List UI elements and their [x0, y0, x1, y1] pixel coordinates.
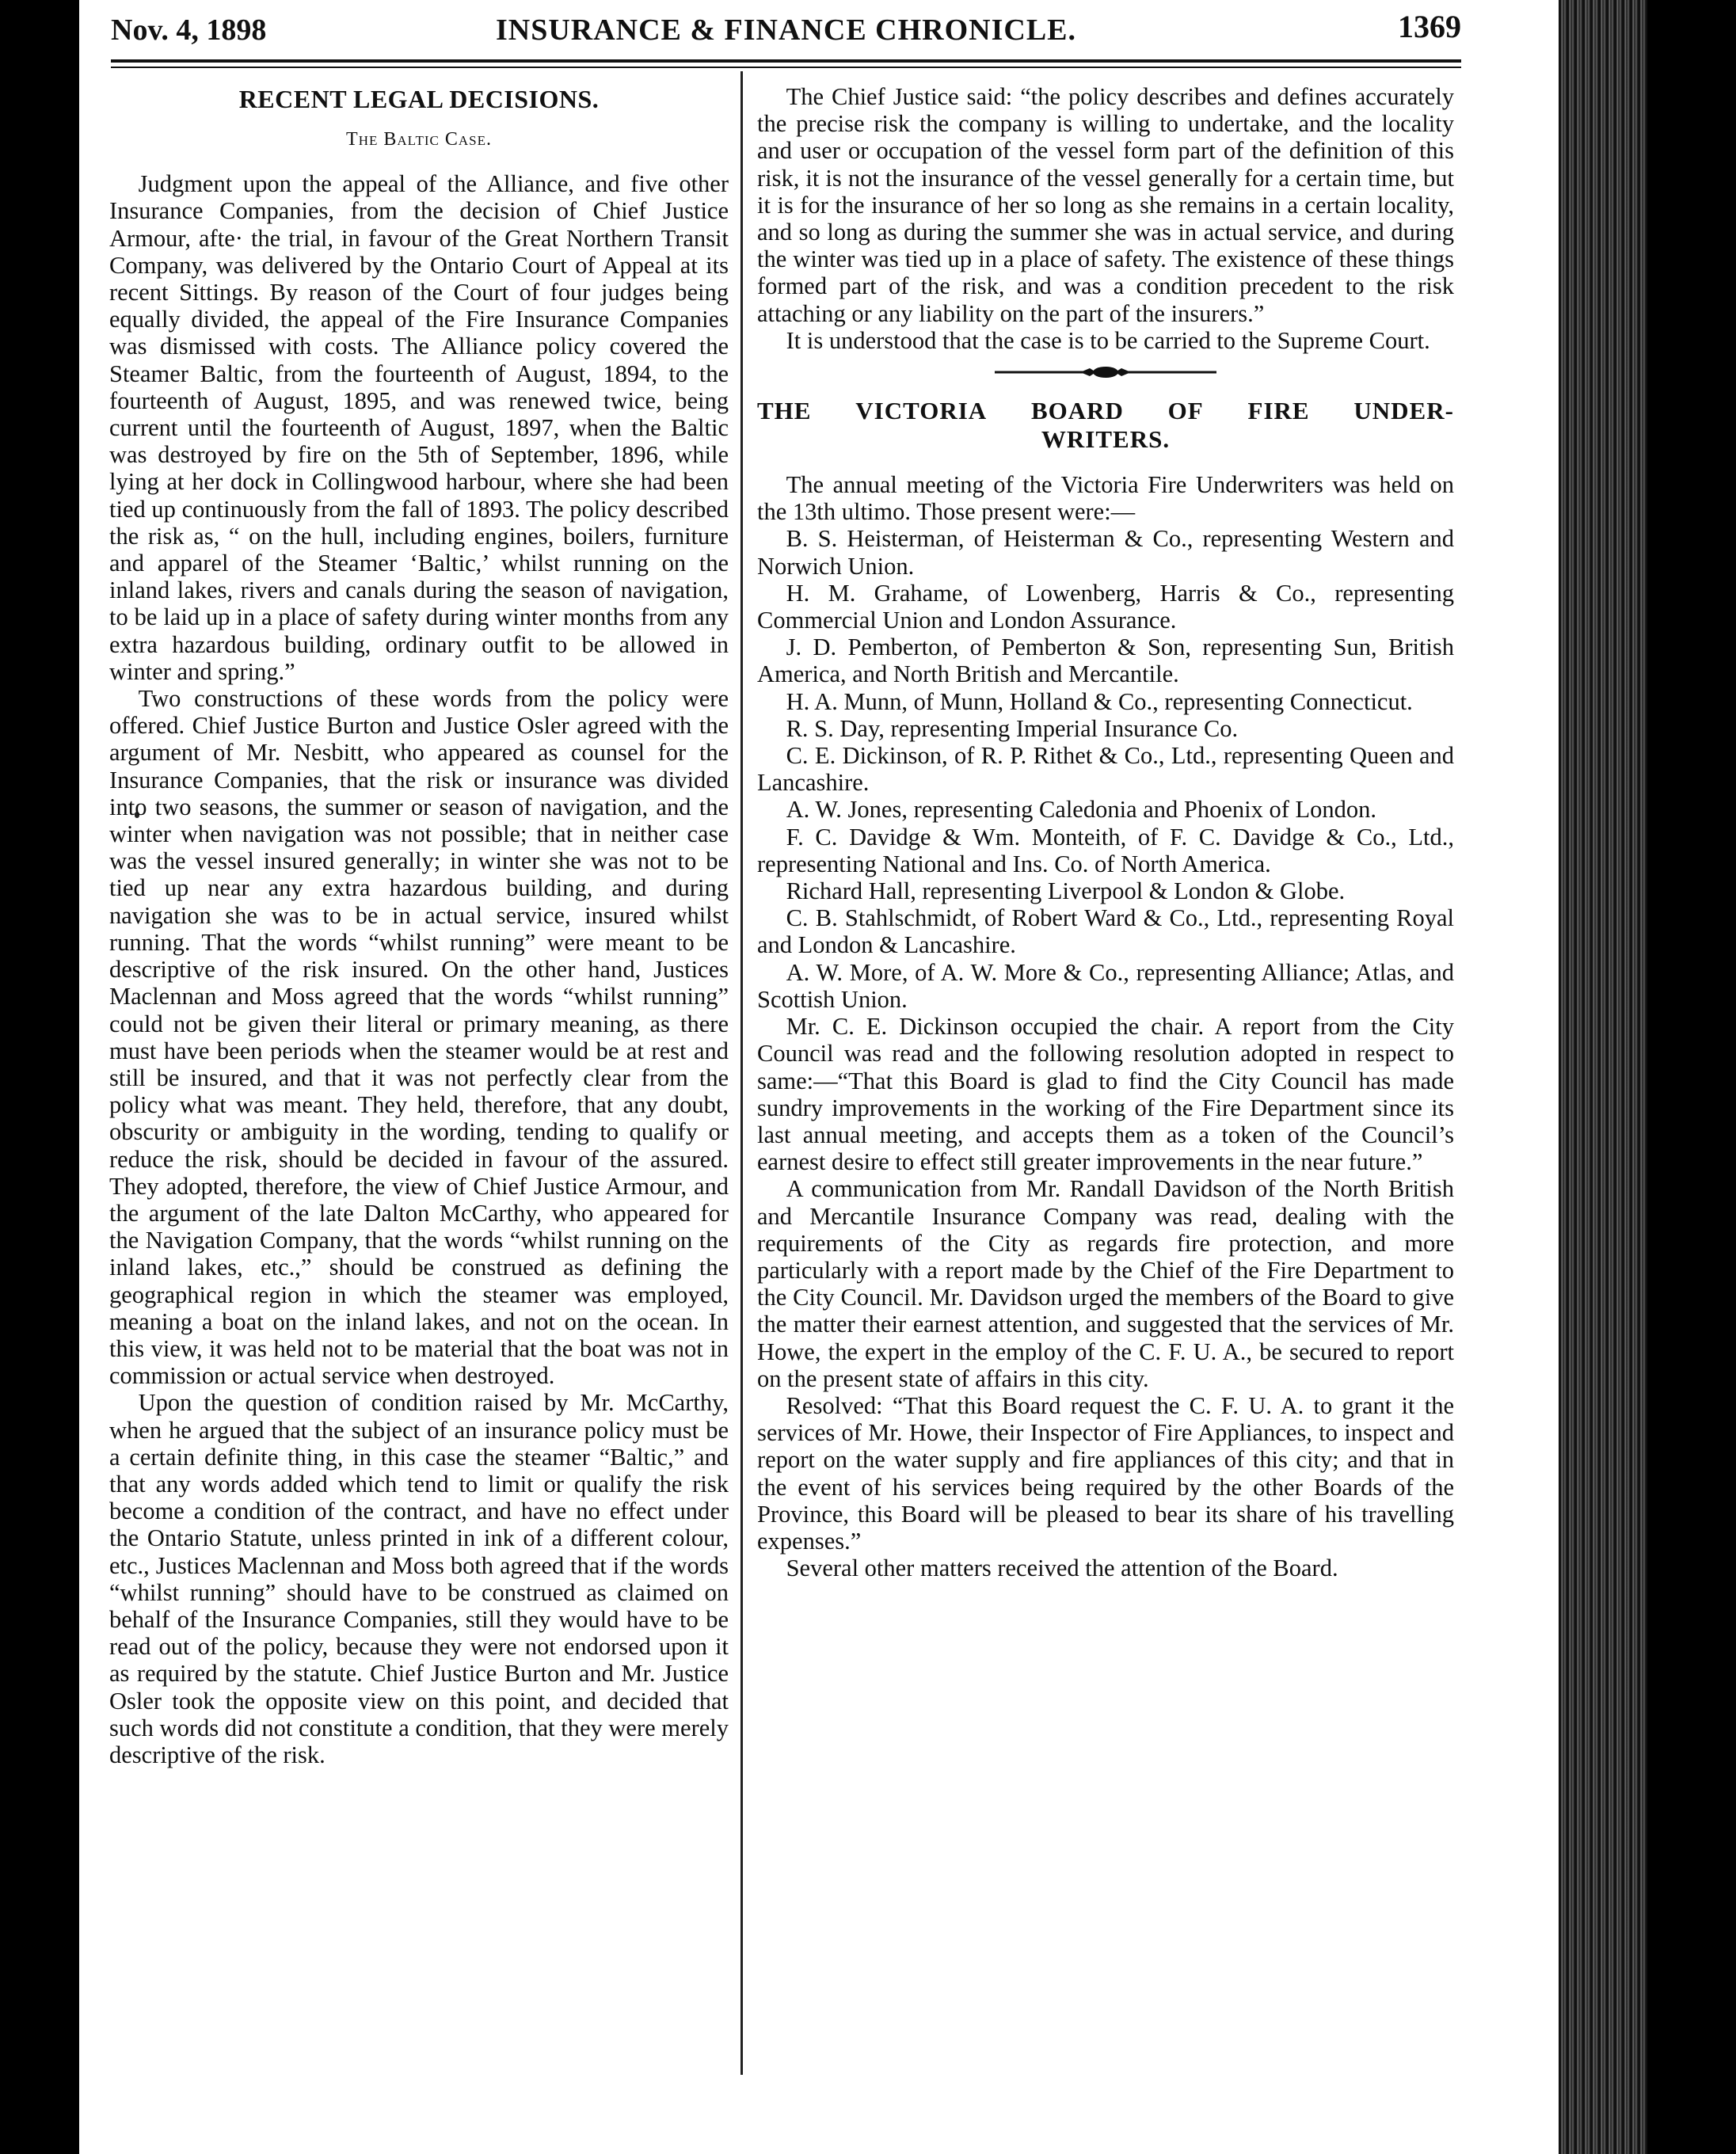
attendee-entry: H. M. Grahame, of Lowenberg, Harris & Co., representing Commercial Union and London Assurance.	[757, 579, 1454, 634]
heading-word: THE	[757, 397, 812, 425]
section-ornament	[757, 365, 1454, 379]
page-header	[111, 6, 1461, 54]
attendee-entry: B. S. Heisterman, of Heisterman & Co., representing Western and Norwich Union.	[757, 525, 1454, 580]
article-paragraph: The Chief Justice said: “the policy describes and defines accurately the precise risk the company is willing to undertake, and the locality and user or occupation of the vessel form part of the definition of this risk, it is not the insurance of the vessel generally for a certain time, but it is for the insurance of her so long as she remains in a certain locality, and so long as during the summer she was in actual service, and during the winter was tied up in a place of safety. The existence of these things formed part of the risk, and was a condition precedent to the risk attaching or any liability on the part of the insurers.”	[757, 83, 1454, 327]
victoria-heading-line2: WRITERS.	[1041, 425, 1171, 454]
column-divider	[740, 71, 743, 2075]
heading-word: BOARD	[1030, 397, 1124, 425]
attendee-entry: R. S. Day, representing Imperial Insurance Co.	[786, 714, 1239, 742]
attendee-entry: F. C. Davidge & Wm. Monteith, of F. C. Davidge & Co., Ltd., representing National and Ins. Co. of North America.	[757, 823, 1454, 877]
article-paragraph: It is understood that the case is to be carried to the Supreme Court.	[786, 326, 1430, 354]
article-paragraph: Several other matters received the attention of the Board.	[786, 1555, 1338, 1582]
header-title: INSURANCE & FINANCE CHRONICLE.	[495, 13, 1077, 47]
article-subheading: The Baltic Case.	[346, 129, 492, 150]
attendee-entry: C. B. Stahlschmidt, of Robert Ward & Co., Ltd., representing Royal and London & Lancashire.	[757, 904, 1454, 959]
heading-word: OF	[1167, 397, 1204, 425]
article-heading: RECENT LEGAL DECISIONS.	[238, 85, 600, 113]
victoria-heading-line1	[757, 397, 1454, 425]
article-paragraph: Mr. C. E. Dickinson occupied the chair. A report from the City Council was read and the following resolution adopted in respect to same:—“That this Board is glad to find the City Council has made sundry improvements in the working of the Fire Department since its last annual meeting, and accepts them as a token of the Council’s earnest desire to effect still greater improvements in the near future.”	[757, 1013, 1454, 1176]
header-rule-thin	[111, 67, 1461, 68]
meeting-intro: The annual meeting of the Victoria Fire Underwriters was held on the 13th ultimo. Those present were:—	[757, 471, 1454, 526]
attendee-entry: C. E. Dickinson, of R. P. Rithet & Co., Ltd., representing Queen and Lancashire.	[757, 742, 1454, 797]
left-column	[109, 83, 729, 1768]
ornament-divider-icon	[995, 365, 1216, 379]
header-date: Nov. 4, 1898	[111, 13, 267, 47]
attendee-entry: Richard Hall, representing Liverpool & London & Globe.	[786, 877, 1346, 905]
right-column	[757, 83, 1454, 1581]
bound-page-edges	[1559, 0, 1647, 2154]
article-paragraph: Judgment upon the appeal of the Alliance, and five other Insurance Companies, from the decision of Chief Justice Armour, afte· the trial, in favour of the Great Northern Transit Company, was delivered by the Ontario Court of Appeal at its recent Sittings. By reason of the Court of four judges being equally divided, the appeal of the Fire Insurance Companies was dismissed with costs. The Alliance policy covered the Steamer Baltic, from the fourteenth of August, 1894, to the fourteenth of August, 1895, and was renewed twice, being current until the fourteenth of August, 1897, when the Baltic was destroyed by fire on the 5th of September, 1896, while lying at her dock in Collingwood harbour, where she had been tied up continuously from the fall of 1893. The policy described the risk as, “ on the hull, including engines, boilers, furniture and apparel of the Steamer ‘Baltic,’ whilst running on the inland lakes, rivers and canals during the season of navigation, to be laid up in a place of safety during winter months from any extra hazardous building, ordinary outfit to be allowed in winter and spring.”	[109, 170, 729, 685]
header-page-number: 1369	[1398, 9, 1461, 44]
victoria-board-heading	[757, 397, 1454, 454]
article-paragraph: A communication from Mr. Randall Davidson of the North British and Mercantile Insurance Company was read, dealing with the requirements of the City as regards fire protection, and more particularly with a report made by the Chief of the Fire Department to the City Council. Mr. Davidson urged the members of the Board to give the matter their earnest attention, and suggested that the services of Mr. Howe, the expert in the employ of the C. F. U. A., be secured to report on the present state of affairs in this city.	[757, 1175, 1454, 1392]
article-paragraph: Upon the question of condition raised by Mr. McCarthy, when he argued that the subject of an insurance policy must be a certain definite thing, in this case the steamer “Baltic,” and that any words added which tend to limit or qualify the risk become a condition of the contract, and have no effect under the Ontario Statute, unless printed in ink of a different colour, etc., Justices Maclennan and Moss both agreed that if the words “whilst running” should have to be construed as claimed on behalf of the Insurance Companies, still they would have to be read out of the policy, because they were not endorsed upon it as required by the statute. Chief Justice Burton and Mr. Justice Osler took the opposite view on this point, and decided that such words did not constitute a condition, that they were merely descriptive of the risk.	[109, 1389, 729, 1768]
article-paragraph: Two constructions of these words from the policy were offered. Chief Justice Burton and Justice Osler agreed with the argument of Mr. Nesbitt, who appeared as counsel for the Insurance Companies, that the risk or insurance was divided into two seasons, the summer or season of navigation, and the winter when navigation was not possible; that in neither case was the vessel insured generally; in winter she was not to be tied up near any extra hazardous building, and during navigation she was to be in actual service, insured whilst running. That the words “whilst running” were meant to be descriptive of the risk insured. On the other hand, Justices Maclennan and Moss agreed that the words “whilst running” could not be given their literal or primary meaning, as there must have been periods when the steamer would be at rest and still be insured, and that it was not perfectly clear from the policy what was meant. They held, therefore, that any doubt, obscurity or ambiguity in the wording, tending to qualify or reduce the risk, should be decided in favour of the assured. They adopted, therefore, the view of Chief Justice Armour, and the argument of the late Dalton McCarthy, who appeared for the Navigation Company, that the words “whilst running on the inland lakes, etc.,” should be construed as defining the geographical region in which the steamer was employed, meaning a boat on the inland lakes, and not on the ocean. In this view, it was held not to be material that the boat was not in commission or actual service when destroyed.	[109, 685, 729, 1390]
newspaper-page	[79, 0, 1647, 2154]
attendee-entry: H. A. Munn, of Munn, Holland & Co., representing Connecticut.	[786, 687, 1413, 715]
heading-word: VICTORIA	[855, 397, 988, 425]
attendee-entry: A. W. More, of A. W. More & Co., representing Alliance; Atlas, and Scottish Union.	[757, 958, 1454, 1013]
heading-word: FIRE	[1247, 397, 1310, 425]
attendee-entry: A. W. Jones, representing Caledonia and Phoenix of London.	[786, 796, 1377, 824]
article-paragraph: Resolved: “That this Board request the C. F. U. A. to grant it the services of Mr. Howe, their Inspector of Fire Appliances, to inspect and report on the water supply and fire appliances of this city; and that in the event of his services being required by the other Boards of the Province, this Board will be pleased to bear its share of his travelling expenses.”	[757, 1391, 1454, 1555]
heading-word: UNDER-	[1353, 397, 1454, 425]
attendee-entry: J. D. Pemberton, of Pemberton & Son, representing Sun, British America, and North British and Mercantile.	[757, 634, 1454, 688]
header-rule-thick	[111, 59, 1461, 63]
